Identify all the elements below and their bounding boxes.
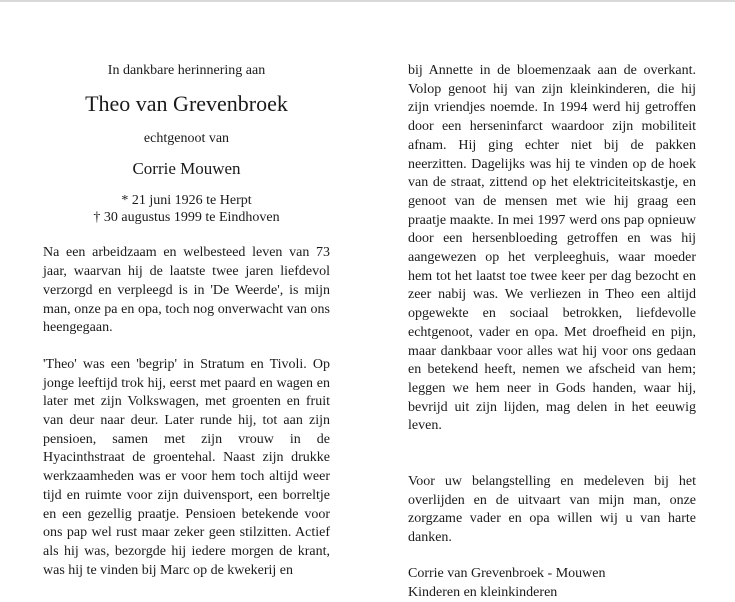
paragraph-biography: 'Theo' was een 'begrip' in Stratum en Tivoli. Op jonge leeftijd trok hij, eerst met paard en wagen en later met zijn Volkswagen, met groenten en fruit van deur naar deur. Later runde hij, tot aan zijn pensioen, samen met zijn vrouw in de Hyacinthstraat de groentehal. Naast zijn drukke werkzaamheden was er voor hem toch altijd weer tijd en ruimte voor zijn duivensport, een borreltje en een gezellig praatje. Pensioen betekende voor ons pap wel rust maar zeker geen stilzitten. Actief als hij was, bezorgde hij iedere morgen de krant, was hij te vinden bij Marc op de kwekerij en — [43, 356, 330, 578]
paragraph-intro: Na een arbeidzaam en welbesteed leven van 73 jaar, waarvan hij de laatste twee jaren liefdevol verzorgd en verpleegd is in 'De Weerde', is mijn man, onze pa en opa, toch nog onverwacht van ons heengegaan. — [43, 245, 330, 336]
paragraph-continuation: bij Annette in de bloemenzaak aan de overkant. Volop genoot hij van zijn kleinkinderen, die hij zijn vriendjes noemde. In 1994 werd hij getroffen door een herseninfarct waardoor zijn mobiliteit afnam. Hij ging echter niet bij de pakken neerzitten. Dagelijks was hij te vinden op de hoek van de straat, zittend op het elektriciteitskastje, en genoot van de mensen met wie hij graag een praatje maakte. In mei 1997 werd ons pap opnieuw door een hersenbloeding getroffen en was hij aangewezen op het verpleeghuis, waar moeder hem tot het laatst toe twee keer per dag bezocht en zeer nabij was. We verliezen in Theo een altijd opgewekte en sociaal betrokken, liefdevolle echtgenoot, vader en opa. Met droefheid en pijn, maar dankbaar voor alles wat hij voor ons gedaan en betekend heeft, nemen we afscheid van hem; leggen we hem neer in Gods handen, waar hij, bevrijd uit zijn lijden, mag delen in het eeuwig leven. — [408, 63, 696, 434]
deceased-name: Theo van Grevenbroek — [85, 90, 288, 116]
signature-children: Kinderen en kleinkinderen — [408, 584, 558, 600]
right-column — [408, 62, 696, 602]
signature-family: Corrie van Grevenbroek - Mouwen — [408, 565, 606, 581]
top-edge-line — [0, 0, 735, 2]
paragraph-thanks: Voor uw belangstelling en medeleven bij het overlijden en de uitvaart van mijn man, onze zorgzame vader en opa willen wij u van harte danken. — [408, 474, 696, 546]
left-column — [43, 62, 330, 580]
intro-text: In dankbare herinnering aan — [107, 63, 266, 78]
life-dates — [43, 192, 330, 226]
relation-text: echtgenoot van — [143, 130, 230, 146]
death-date: † 30 augustus 1999 te Eindhoven — [93, 210, 280, 226]
birth-date: * 21 juni 1926 te Herpt — [121, 193, 252, 209]
signature-block — [408, 565, 696, 602]
spouse-name: Corrie Mouwen — [132, 159, 241, 179]
